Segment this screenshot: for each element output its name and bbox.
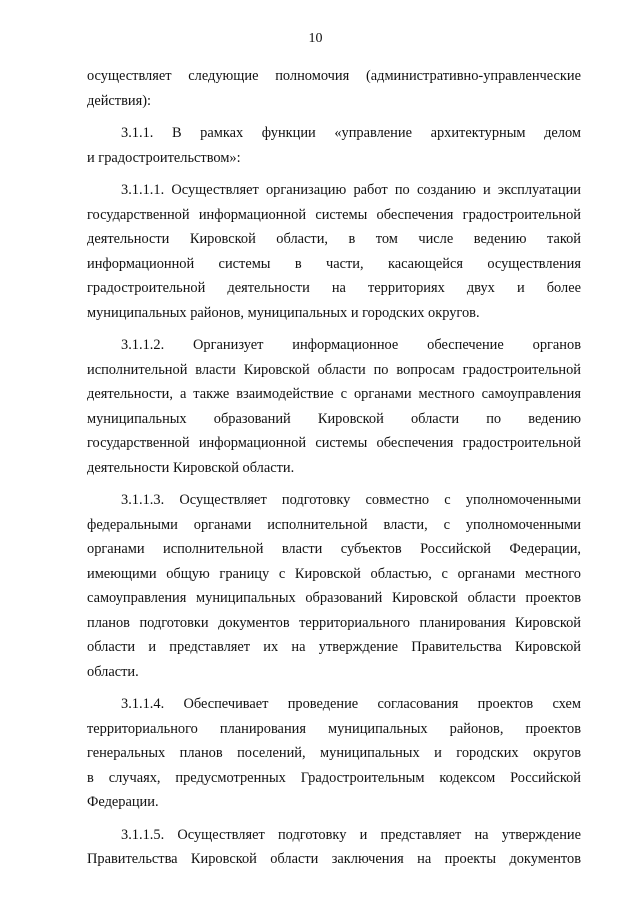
text-line: в случаях, предусмотренных Градостроительным кодексом Российской	[87, 769, 581, 786]
paragraph-3-1-1-1	[87, 178, 581, 325]
text-line: генеральных планов поселений, муниципальных и городских округов	[87, 745, 581, 761]
text-line: 3.1.1.5. Осуществляет подготовку и представляет на утверждение	[121, 826, 581, 843]
text-line: 3.1.1.1. Осуществляет организацию работ по созданию и эксплуатации	[121, 182, 581, 198]
paragraph-3-1-1-3	[87, 488, 581, 684]
text-line: области.	[87, 663, 139, 680]
body-text	[87, 64, 581, 872]
text-line: самоуправления муниципальных образований Кировской области проектов	[87, 590, 581, 606]
text-line: деятельности Кировской области, в том числе ведению такой	[87, 231, 581, 247]
text-line: Правительства Кировской области заключения на проекты документов	[87, 851, 581, 867]
page-number: 10	[308, 31, 323, 46]
text-line: муниципальных образований Кировской области по ведению	[87, 410, 581, 427]
paragraph-intro	[87, 64, 581, 113]
text-line: имеющими общую границу с Кировской областью, с органами местного	[87, 565, 581, 582]
text-line: действия):	[87, 92, 151, 109]
text-line: 3.1.1. В рамках функции «управление архитектурным делом	[121, 125, 581, 141]
text-line: государственной информационной системы обеспечения градостроительной	[87, 206, 581, 223]
text-line: осуществляет следующие полномочия (административно-управленческие	[87, 68, 581, 84]
text-line: градостроительной деятельности на территориях двух и более	[87, 280, 581, 296]
text-line: органами исполнительной власти субъектов Российской Федерации,	[87, 541, 581, 557]
paragraph-3-1-1-4	[87, 692, 581, 815]
paragraph-3-1-1-2	[87, 333, 581, 480]
text-line: деятельности, а также взаимодействие с органами местного самоуправления	[87, 386, 581, 402]
text-line: Федерации.	[87, 794, 159, 810]
text-line: области и представляет их на утверждение Правительства Кировской	[87, 639, 581, 655]
text-line: 3.1.1.3. Осуществляет подготовку совместно с уполномоченными	[121, 492, 581, 508]
text-line: 3.1.1.4. Обеспечивает проведение согласования проектов схем	[121, 696, 581, 712]
text-line: федеральными органами исполнительной власти, с уполномоченными	[87, 516, 581, 533]
text-line: и градостроительством»:	[87, 149, 241, 166]
text-line: исполнительной власти Кировской области по вопросам градостроительной	[87, 361, 581, 378]
text-line: государственной информационной системы обеспечения градостроительной	[87, 435, 581, 451]
paragraph-3-1-1	[87, 121, 581, 170]
text-line: муниципальных районов, муниципальных и городских округов.	[87, 304, 480, 321]
text-line: территориального планирования муниципальных районов, проектов	[87, 720, 581, 737]
paragraph-3-1-1-5	[87, 823, 581, 872]
text-line: 3.1.1.2. Организует информационное обеспечение органов	[121, 337, 581, 353]
text-line: планов подготовки документов территориального планирования Кировской	[87, 614, 581, 631]
text-line: деятельности Кировской области.	[87, 459, 295, 476]
text-line: информационной системы в части, касающейся осуществления	[87, 255, 581, 272]
